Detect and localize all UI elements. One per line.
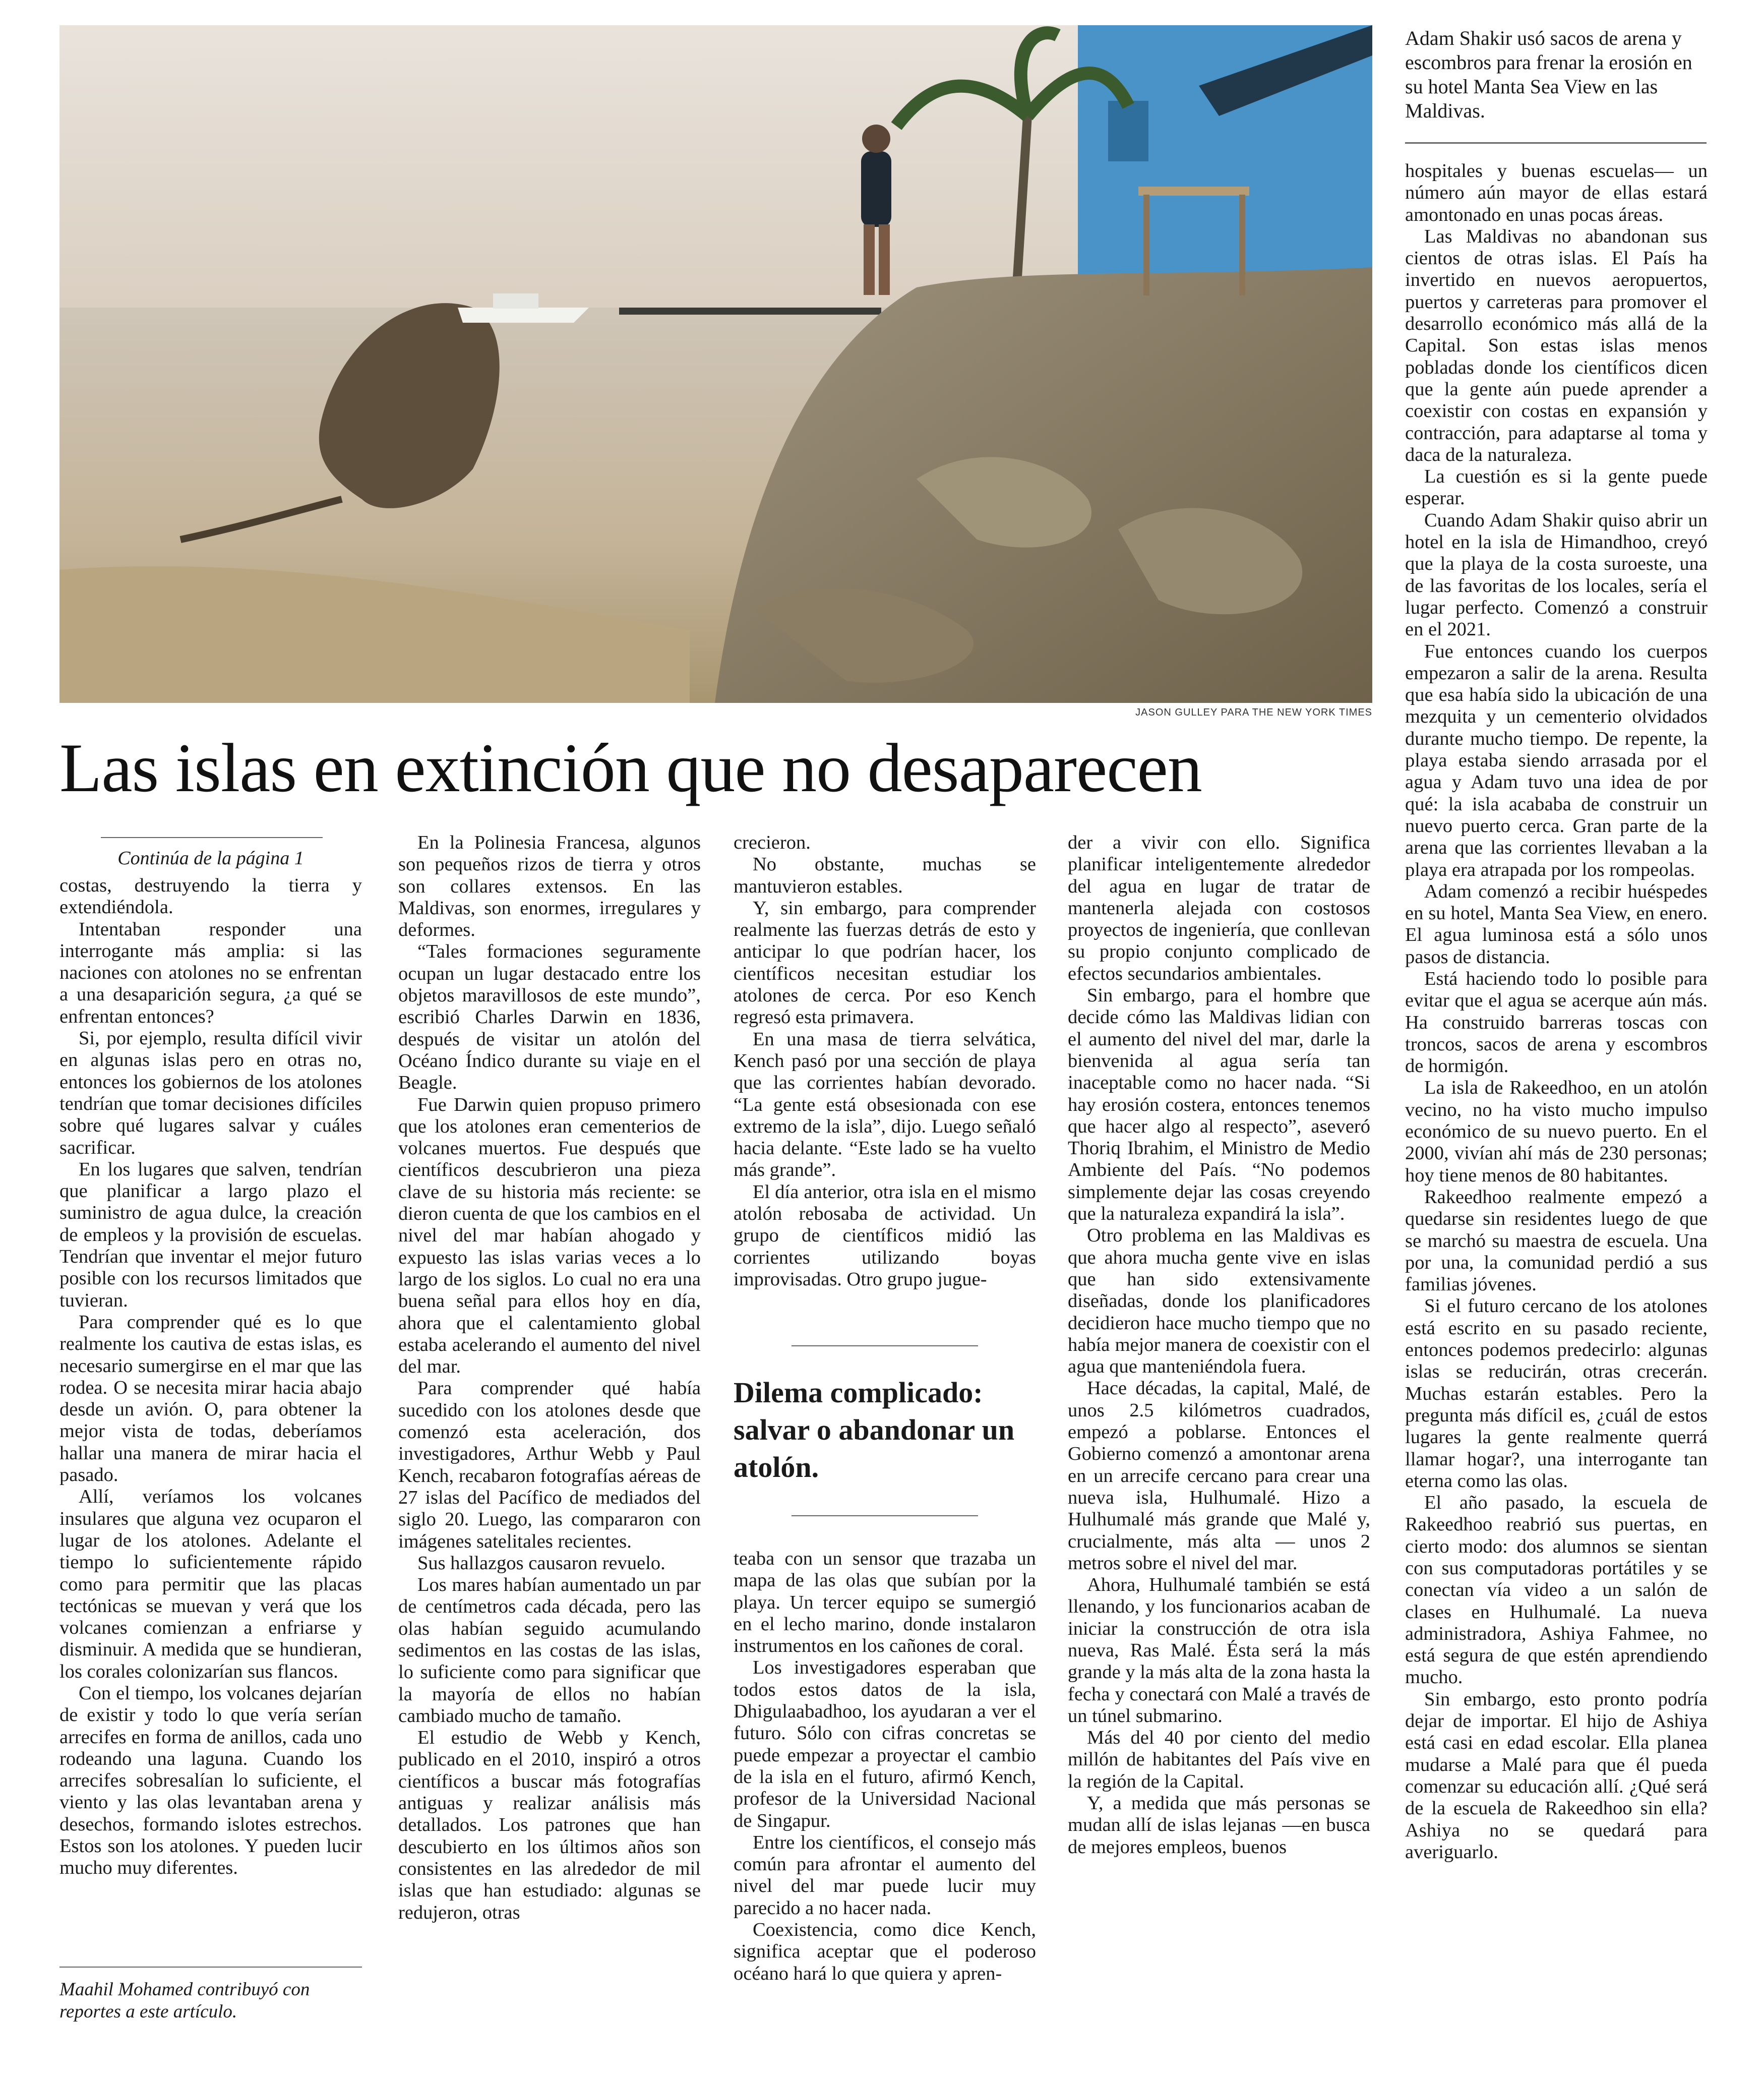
- article-photo: [59, 25, 1372, 703]
- paragraph: La isla de Rakeedhoo, en un atolón vecino, no ha visto mucho impulso económico de su nuevo puerto. En el 2000, vivían ahí más de 230 personas; hoy tiene menos de 80 habitantes.: [1405, 1077, 1708, 1186]
- column-3-bottom: [734, 1548, 1036, 1985]
- photo-icon: [59, 25, 1372, 703]
- column-1: [59, 875, 362, 1879]
- paragraph: Las Maldivas no abandonan sus cientos de otras islas. El País ha invertido en nuevos aeropuertos, puertos y carreteras para promover el desarrollo económico más allá de la Capital. Son estas islas menos pobladas donde los científicos dicen que la gente aún puede aprender a coexistir con costas en expansión y contracción, para adaptarse al toma y daca de la naturaleza.: [1405, 225, 1708, 465]
- paragraph: Cuando Adam Shakir quiso abrir un hotel en la isla de Himandhoo, creyó que la playa de la costa suroeste, una de las favoritas de los locales, sería el lugar perfecto. Comenzó a construir en el 2021.: [1405, 509, 1708, 640]
- paragraph: crecieron.: [734, 832, 811, 853]
- paragraph: Los mares habían aumentado un par de centímetros cada década, pero las olas habían seguido acumulando sedimentos en las costas de las islas, lo suficiente como para significar que la mayoría de ellos no habían cambiado mucho de tamaño.: [398, 1574, 701, 1727]
- paragraph: Entre los científicos, el consejo más común para afrontar el aumento del nivel del mar puede lucir muy parecido a no hacer nada.: [734, 1831, 1036, 1919]
- paragraph: Está haciendo todo lo posible para evitar que el agua se acerque aún más. Ha construido barreras toscas con troncos, sacos de arena y escombros de hormigón.: [1405, 968, 1708, 1077]
- paragraph: El estudio de Webb y Kench, publicado en el 2010, inspiró a otros científicos a buscar más fotografías antiguas y realizar análisis más detallados. Los patrones que han descubierto en los últimos años son consistentes en las alrededor de mil islas que han estudiado: algunas se redujeron, otras: [398, 1727, 701, 1923]
- paragraph: Para comprender qué había sucedido con los atolones desde que comenzó esta aceleración, dos investigadores, Arthur Webb y Paul Kench, recabaron fotografías aéreas de 27 islas del Pacífico de mediados del siglo 20. Luego, las compararon con imágenes satelitales recientes.: [398, 1378, 701, 1552]
- paragraph: Si, por ejemplo, resulta difícil vivir en algunas islas pero en otras no, entonces los gobiernos de los atolones tendrían que tomar decisiones difíciles sobre qué lugares salvar y cuáles sacrificar.: [59, 1028, 362, 1158]
- photo-credit: JASON GULLEY PARA THE NEW YORK TIMES: [1135, 707, 1372, 718]
- subhead-rule-top: [792, 1345, 978, 1346]
- paragraph: Fue entonces cuando los cuerpos empezaron a salir de la arena. Resulta que esa había sido la ubicación de una mezquita y un cementerio olvidados durante mucho tiempo. De repente, la playa estaba siendo arrasada por el agua y Adam tuvo una idea de por qué: la isla acababa de construir un nuevo puerto cerca. Gran parte de la arena que las corrientes llevaban a la playa era atrapada por los rompeolas.: [1405, 640, 1708, 880]
- column-3-top: [734, 832, 1036, 1290]
- paragraph: Allí, veríamos los volcanes insulares que alguna vez ocuparon el lugar de los atolones. Adelante el tiempo lo suficientemente rápido como para permitir que las placas tectónicas se muevan y verá que los volcanes comienzan a enfriarse y disminuir. A medida que se hundieran, los corales colonizarían sus flancos.: [59, 1486, 362, 1682]
- paragraph: Rakeedhoo realmente empezó a quedarse sin residentes luego de que se marchó su maestra de escuela. Una por una, la comunidad perdió a sus familias jóvenes.: [1405, 1186, 1708, 1295]
- paragraph: No obstante, muchas se mantuvieron estables.: [734, 854, 1036, 897]
- paragraph: En una masa de tierra selvática, Kench pasó por una sección de playa que las corrientes habían devorado. “La gente está obsesionada con ese extremo de la isla”, dijo. Luego señaló hacia delante. “Este lado se ha vuelto más grande”.: [734, 1028, 1036, 1181]
- paragraph: Para comprender qué es lo que realmente los cautiva de estas islas, es necesario sumergirse en el mar que las rodea. O se necesita mirar hacia abajo desde un avión. O, para obtener la mejor vista de todas, deberíamos hallar una manera de mirar hacia el pasado.: [59, 1311, 362, 1486]
- photo-caption: Adam Shakir usó sacos de arena y escombros para frenar la erosión en su hotel Manta Sea View en las Maldivas.: [1405, 27, 1692, 122]
- contributor-note: Maahil Mohamed contribuyó con reportes a este artículo.: [59, 1979, 310, 2022]
- subhead-rule-bottom: [792, 1515, 978, 1516]
- column-2: [398, 832, 701, 1924]
- contributor-rule: [59, 1967, 362, 1968]
- paragraph: Ahora, Hulhumalé también se está llenando, y los funcionarios acaban de iniciar la construcción de otra isla nueva, Ras Malé. Ésta será la más grande y la más alta de la zona hasta la fecha y conectará con Malé a través de un túnel submarino.: [1068, 1574, 1370, 1727]
- paragraph: La cuestión es si la gente puede esperar.: [1405, 466, 1708, 509]
- paragraph: El día anterior, otra isla en el mismo atolón rebosaba de actividad. Un grupo de científicos midió las corrientes utilizando boyas improvisadas. Otro grupo jugue-: [734, 1181, 1036, 1290]
- paragraph: Sus hallazgos causaron revuelo.: [417, 1552, 665, 1574]
- paragraph: Los investigadores esperaban que todos estos datos de la isla, Dhigulaabadhoo, los ayudaran a ver el futuro. Sólo con cifras concretas se puede empezar a proyectar el cambio de la isla en el futuro, afirmó Kench, profesor de la Universidad Nacional de Singapur.: [734, 1657, 1036, 1831]
- paragraph: El año pasado, la escuela de Rakeedhoo reabrió sus puertas, en cierto modo: dos alumnos se sientan con sus computadoras portátiles y se conectan vía video a un salón de clases en Hulhumalé. La nueva administradora, Ashiya Fahmee, no está segura de que estén aprendiendo mucho.: [1405, 1492, 1708, 1688]
- paragraph: Coexistencia, como dice Kench, significa aceptar que el poderoso océano hará lo que quiera y apren-: [734, 1919, 1036, 1984]
- continuation-rule: [101, 837, 323, 838]
- paragraph: Intentaban responder una interrogante más amplia: si las naciones con atolones no se enfrentan a una desaparición segura, ¿a qué se enfrentan entonces?: [59, 918, 362, 1027]
- column-4: [1068, 832, 1370, 1858]
- paragraph: Y, a medida que más personas se mudan allí de islas lejanas —en busca de mejores empleos, buenos: [1068, 1793, 1370, 1858]
- paragraph: Hace décadas, la capital, Malé, de unos 2.5 kilómetros cuadrados, empezó a poblarse. Entonces el Gobierno comenzó a amontonar arena en un arrecife cercano para crear una nueva isla, Hulhumalé. Hizo a Hulhumalé más grande que Malé y, crucialmente, más alta — unos 2 metros sobre el nivel del mar.: [1068, 1378, 1370, 1574]
- column-5: [1405, 160, 1708, 1863]
- paragraph: teaba con un sensor que trazaba un mapa de las olas que subían por la playa. Un tercer equipo se sumergió en el lecho marino, donde instalaron instrumentos en los cañones de coral.: [734, 1548, 1036, 1657]
- paragraph: Más del 40 por ciento del medio millón de habitantes del País vive en la región de la Capital.: [1068, 1727, 1370, 1792]
- paragraph: hospitales y buenas escuelas— un número aún mayor de ellas estará amontonado en unas pocas áreas.: [1405, 160, 1708, 225]
- subheadline: Dilema complicado: salvar o abandonar un atolón.: [734, 1376, 1015, 1483]
- paragraph: Si el futuro cercano de los atolones está escrito en su pasado reciente, entonces podemos predecirlo: algunas islas se reducirán, otras crecerán. Muchas estarán estables. Pero la pregunta más difícil es, ¿cuál de estos lugares la gente realmente querrá llamar hogar?, una interrogante tan eterna como las olas.: [1405, 1295, 1708, 1492]
- paragraph: Con el tiempo, los volcanes dejarían de existir y todo lo que vería serían arrecifes en forma de anillos, cada uno rodeando una laguna. Cuando los arrecifes sobresalían lo suficiente, el viento y las olas levantaban arena y desechos, formando islotes estrechos. Estos son los atolones. Y pueden lucir mucho muy diferentes.: [59, 1682, 362, 1879]
- paragraph: “Tales formaciones seguramente ocupan un lugar destacado entre los objetos maravillosos de este mundo”, escribió Charles Darwin en 1836, después de visitar un atolón del Océano Índico durante su viaje en el Beagle.: [398, 941, 701, 1094]
- paragraph: Sin embargo, esto pronto podría dejar de importar. El hijo de Ashiya está casi en edad escolar. Ella planea mudarse a Malé para que él pueda comenzar su educación allí. ¿Qué será de la escuela de Rakeedhoo sin ella? Ashiya no se quedará para averiguarlo.: [1405, 1688, 1708, 1863]
- paragraph: costas, destruyendo la tierra y extendiéndola.: [59, 875, 362, 918]
- continuation-note: Continúa de la página 1: [117, 848, 304, 869]
- paragraph: Y, sin embargo, para comprender realmente las fuerzas detrás de esto y anticipar lo que podrían hacer, los científicos necesitan estudiar los atolones de cerca. Por eso Kench regresó esta primavera.: [734, 897, 1036, 1028]
- paragraph: En los lugares que salven, tendrían que planificar a largo plazo el suministro de agua dulce, la creación de empleos y la provisión de escuelas. Tendrían que inventar el mejor futuro posible con los recursos limitados que tuvieran.: [59, 1158, 362, 1311]
- paragraph: Sin embargo, para el hombre que decide cómo las Maldivas lidian con el aumento del nivel del mar, darle la bienvenida al agua sería tan inaceptable como no hacer nada. “Si hay erosión costera, entonces tenemos que hacer algo al respecto”, aseveró Thoriq Ibrahim, el Ministro de Medio Ambiente del País. “No podemos simplemente dejar las cosas creyendo que la naturaleza expandirá la isla”.: [1068, 985, 1370, 1225]
- paragraph: Otro problema en las Maldivas es que ahora mucha gente vive en islas que han sido extensivamente diseñadas, donde los planificadores decidieron hace mucho tiempo que no había mejor manera de coexistir con el agua que manteniéndola fuera.: [1068, 1225, 1370, 1378]
- paragraph: Adam comenzó a recibir huéspedes en su hotel, Manta Sea View, en enero. El agua luminosa está a sólo unos pasos de distancia.: [1405, 880, 1708, 968]
- paragraph: Fue Darwin quien propuso primero que los atolones eran cementerios de volcanes muertos. Fue después que científicos descubrieron una pieza clave de su historia más reciente: se dieron cuenta de que los cambios en el nivel del mar habían ahogado y expuesto las islas varias veces a lo largo de los siglos. Lo cual no era una buena señal para ellos hoy en día, ahora que el calentamiento global estaba acelerando el aumento del nivel del mar.: [398, 1094, 701, 1378]
- headline: Las islas en extinción que no desaparecen: [59, 729, 1202, 806]
- paragraph: En la Polinesia Francesa, algunos son pequeños rizos de tierra y otros son collares extensos. En las Maldivas, son enormes, irregulares y deformes.: [398, 832, 701, 941]
- caption-rule: [1405, 142, 1707, 144]
- paragraph: der a vivir con ello. Significa planificar inteligentemente alrededor del agua en lugar de tratar de mantenerla alejada con costosos proyectos de ingeniería, que conllevan su propio conjunto complicado de efectos secundarios ambientales.: [1068, 832, 1370, 984]
